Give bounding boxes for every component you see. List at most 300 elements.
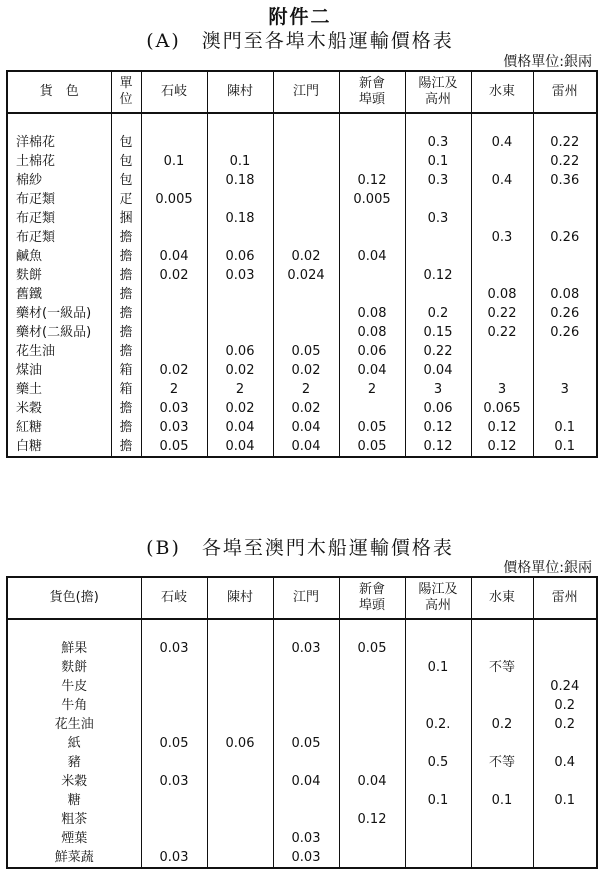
- price-cell: 0.02: [207, 361, 273, 380]
- price-cell: 0.06: [207, 247, 273, 266]
- header-port: 水東: [471, 577, 533, 619]
- price-cell: [533, 829, 597, 848]
- price-cell: 0.22: [533, 152, 597, 171]
- unit-cell: 擔: [111, 399, 141, 418]
- price-cell: 0.18: [207, 171, 273, 190]
- unit-cell: 包: [111, 152, 141, 171]
- price-cell: 0.26: [533, 228, 597, 247]
- table-row: [7, 171, 597, 190]
- price-cell: 0.08: [339, 304, 405, 323]
- price-cell: 不等: [471, 658, 533, 677]
- price-cell: [339, 677, 405, 696]
- price-cell: [141, 696, 207, 715]
- table-row: [7, 791, 597, 810]
- header-port: 石岐: [141, 71, 207, 113]
- price-cell: [533, 266, 597, 285]
- header-goods: 貨色(擔): [7, 577, 141, 619]
- goods-cell: 麩餅: [7, 658, 141, 677]
- price-cell: 0.26: [533, 304, 597, 323]
- table-row: [7, 152, 597, 171]
- table-row: [7, 361, 597, 380]
- price-cell: 0.1: [471, 791, 533, 810]
- table-row: [7, 437, 597, 457]
- price-cell: [273, 696, 339, 715]
- goods-cell: 鮮菜蔬: [7, 848, 141, 868]
- price-cell: [207, 190, 273, 209]
- goods-cell: 煙葉: [7, 829, 141, 848]
- table-b-header-row: [7, 577, 597, 619]
- price-cell: [207, 772, 273, 791]
- price-cell: [339, 734, 405, 753]
- price-cell: [339, 848, 405, 868]
- price-cell: [207, 753, 273, 772]
- goods-cell: 紅糖: [7, 418, 111, 437]
- price-cell: 0.4: [533, 753, 597, 772]
- goods-cell: 白糖: [7, 437, 111, 457]
- price-cell: [141, 658, 207, 677]
- table-row: [7, 639, 597, 658]
- price-cell: [339, 696, 405, 715]
- price-cell: 0.12: [405, 418, 471, 437]
- price-cell: [141, 791, 207, 810]
- price-cell: 0.024: [273, 266, 339, 285]
- table-row: [7, 209, 597, 228]
- unit-cell: 包: [111, 171, 141, 190]
- price-cell: [339, 399, 405, 418]
- price-cell: [207, 658, 273, 677]
- price-cell: [207, 696, 273, 715]
- table-row: [7, 190, 597, 209]
- price-cell: [273, 323, 339, 342]
- price-cell: 0.03: [273, 829, 339, 848]
- unit-cell: 擔: [111, 323, 141, 342]
- price-cell: [273, 791, 339, 810]
- price-cell: [141, 171, 207, 190]
- header-port: 新會埠頭: [339, 577, 405, 619]
- price-cell: 0.04: [207, 437, 273, 457]
- table-a-header-row: [7, 71, 597, 113]
- price-cell: [141, 285, 207, 304]
- price-cell: [273, 753, 339, 772]
- header-goods: 貨 色: [7, 71, 111, 113]
- goods-cell: 鹹魚: [7, 247, 111, 266]
- header-port: 雷州: [533, 577, 597, 619]
- goods-cell: 棉紗: [7, 171, 111, 190]
- table-row: [7, 715, 597, 734]
- unit-cell: 捆: [111, 209, 141, 228]
- price-cell: 0.1: [533, 437, 597, 457]
- price-cell: 2: [273, 380, 339, 399]
- table-row: [7, 399, 597, 418]
- price-cell: 0.1: [141, 152, 207, 171]
- price-cell: 0.02: [273, 361, 339, 380]
- unit-cell: 擔: [111, 285, 141, 304]
- price-cell: 0.1: [405, 152, 471, 171]
- price-cell: 0.1: [533, 418, 597, 437]
- document-title: 附件二: [268, 6, 332, 28]
- price-cell: 0.005: [339, 190, 405, 209]
- price-cell: [405, 247, 471, 266]
- header-port: 陳村: [207, 71, 273, 113]
- price-cell: [207, 304, 273, 323]
- price-cell: [207, 829, 273, 848]
- header-port: 雷州: [533, 71, 597, 113]
- price-cell: 0.03: [207, 266, 273, 285]
- price-cell: 0.3: [471, 228, 533, 247]
- price-cell: [339, 658, 405, 677]
- table-a-title: (A) 澳門至各埠木船運輸價格表: [146, 30, 454, 52]
- header-port: 水東: [471, 71, 533, 113]
- price-cell: 0.06: [405, 399, 471, 418]
- unit-cell: 疋: [111, 190, 141, 209]
- price-cell: [533, 734, 597, 753]
- price-cell: 0.2.: [405, 715, 471, 734]
- price-cell: [471, 772, 533, 791]
- price-cell: 0.3: [405, 209, 471, 228]
- price-cell: [471, 190, 533, 209]
- price-cell: 0.04: [273, 418, 339, 437]
- price-cell: [405, 734, 471, 753]
- table-row: [7, 418, 597, 437]
- price-cell: [207, 639, 273, 658]
- price-cell: 0.12: [339, 810, 405, 829]
- price-cell: [339, 133, 405, 152]
- price-cell: 0.3: [405, 133, 471, 152]
- price-cell: 2: [207, 380, 273, 399]
- price-cell: 0.03: [141, 848, 207, 868]
- price-cell: [405, 829, 471, 848]
- goods-cell: 豬: [7, 753, 141, 772]
- price-cell: 0.04: [405, 361, 471, 380]
- goods-cell: 粗茶: [7, 810, 141, 829]
- price-cell: [405, 677, 471, 696]
- goods-cell: 藥材(二級品): [7, 323, 111, 342]
- price-cell: [405, 772, 471, 791]
- unit-cell: 擔: [111, 418, 141, 437]
- price-cell: [207, 715, 273, 734]
- price-cell: 0.12: [471, 418, 533, 437]
- price-cell: 0.12: [405, 437, 471, 457]
- price-cell: [273, 810, 339, 829]
- price-cell: [533, 639, 597, 658]
- price-cell: [405, 190, 471, 209]
- price-cell: 0.03: [141, 418, 207, 437]
- price-cell: [141, 677, 207, 696]
- price-cell: 2: [339, 380, 405, 399]
- price-cell: [141, 209, 207, 228]
- price-cell: [273, 209, 339, 228]
- price-cell: 0.12: [405, 266, 471, 285]
- goods-cell: 紙: [7, 734, 141, 753]
- price-cell: [405, 639, 471, 658]
- price-cell: [141, 829, 207, 848]
- price-cell: [405, 848, 471, 868]
- price-cell: 0.04: [339, 772, 405, 791]
- price-cell: 0.03: [273, 848, 339, 868]
- price-cell: [339, 152, 405, 171]
- price-cell: [207, 810, 273, 829]
- table-row: [7, 696, 597, 715]
- price-cell: [533, 209, 597, 228]
- price-cell: 0.05: [141, 734, 207, 753]
- unit-cell: 包: [111, 133, 141, 152]
- price-cell: 0.05: [339, 437, 405, 457]
- price-cell: [207, 677, 273, 696]
- table-row: [7, 734, 597, 753]
- price-cell: [141, 228, 207, 247]
- price-cell: [207, 228, 273, 247]
- price-cell: [207, 791, 273, 810]
- price-cell: [533, 247, 597, 266]
- goods-cell: 花生油: [7, 715, 141, 734]
- price-cell: 0.02: [141, 266, 207, 285]
- price-cell: [273, 304, 339, 323]
- price-cell: [273, 171, 339, 190]
- price-cell: 0.22: [405, 342, 471, 361]
- price-cell: [533, 810, 597, 829]
- price-cell: 0.1: [207, 152, 273, 171]
- goods-cell: 藥土: [7, 380, 111, 399]
- price-cell: 0.04: [339, 247, 405, 266]
- price-cell: 0.06: [207, 342, 273, 361]
- price-cell: 0.1: [405, 658, 471, 677]
- header-unit: 單位: [111, 71, 141, 113]
- goods-cell: 糖: [7, 791, 141, 810]
- goods-cell: 布疋類: [7, 228, 111, 247]
- price-cell: 0.04: [273, 437, 339, 457]
- table-row: [7, 829, 597, 848]
- table-row: [7, 228, 597, 247]
- table-b: [6, 576, 598, 869]
- price-cell: [273, 133, 339, 152]
- price-cell: [339, 228, 405, 247]
- price-cell: [533, 848, 597, 868]
- price-cell: [141, 304, 207, 323]
- header-port: 石岐: [141, 577, 207, 619]
- price-cell: 0.04: [273, 772, 339, 791]
- price-cell: 0.12: [471, 437, 533, 457]
- price-cell: [471, 209, 533, 228]
- price-cell: [141, 342, 207, 361]
- price-cell: 不等: [471, 753, 533, 772]
- price-cell: 3: [405, 380, 471, 399]
- goods-cell: 藥材(一級品): [7, 304, 111, 323]
- price-cell: 0.06: [339, 342, 405, 361]
- price-cell: [339, 285, 405, 304]
- goods-cell: 米穀: [7, 772, 141, 791]
- price-cell: [533, 342, 597, 361]
- price-cell: 0.04: [339, 361, 405, 380]
- price-cell: [533, 399, 597, 418]
- price-cell: 0.15: [405, 323, 471, 342]
- price-cell: [471, 342, 533, 361]
- price-cell: 0.03: [141, 399, 207, 418]
- unit-cell: 擔: [111, 342, 141, 361]
- price-cell: [405, 285, 471, 304]
- price-cell: [273, 228, 339, 247]
- price-cell: 3: [533, 380, 597, 399]
- header-port: 陽江及高州: [405, 71, 471, 113]
- price-cell: 0.05: [273, 342, 339, 361]
- unit-cell: 擔: [111, 266, 141, 285]
- price-cell: 0.5: [405, 753, 471, 772]
- goods-cell: 布疋類: [7, 190, 111, 209]
- goods-cell: 牛角: [7, 696, 141, 715]
- table-row: [7, 810, 597, 829]
- table-row: [7, 658, 597, 677]
- price-cell: 0.24: [533, 677, 597, 696]
- price-cell: 0.1: [533, 791, 597, 810]
- price-cell: [471, 247, 533, 266]
- price-cell: [141, 715, 207, 734]
- table-row: [7, 753, 597, 772]
- unit-cell: 擔: [111, 304, 141, 323]
- price-cell: 0.3: [405, 171, 471, 190]
- price-cell: [471, 266, 533, 285]
- header-port: 新會埠頭: [339, 71, 405, 113]
- price-cell: [339, 209, 405, 228]
- price-cell: [471, 848, 533, 868]
- price-cell: 0.2: [533, 696, 597, 715]
- price-cell: 0.02: [273, 247, 339, 266]
- table-row: [7, 380, 597, 399]
- price-cell: 0.05: [339, 418, 405, 437]
- table-row: [7, 848, 597, 868]
- table-row: [7, 677, 597, 696]
- table-row: [7, 304, 597, 323]
- table-row: [7, 323, 597, 342]
- price-cell: [339, 753, 405, 772]
- price-cell: 0.04: [207, 418, 273, 437]
- price-cell: 0.18: [207, 209, 273, 228]
- price-cell: [471, 734, 533, 753]
- price-cell: 0.065: [471, 399, 533, 418]
- price-cell: 0.06: [207, 734, 273, 753]
- goods-cell: 麩餅: [7, 266, 111, 285]
- header-port: 陳村: [207, 577, 273, 619]
- price-cell: [273, 285, 339, 304]
- price-cell: [533, 658, 597, 677]
- goods-cell: 煤油: [7, 361, 111, 380]
- price-cell: 0.1: [405, 791, 471, 810]
- price-cell: [273, 677, 339, 696]
- price-cell: [273, 658, 339, 677]
- price-cell: [207, 133, 273, 152]
- price-cell: 0.005: [141, 190, 207, 209]
- price-cell: 0.02: [273, 399, 339, 418]
- price-cell: 0.02: [141, 361, 207, 380]
- price-cell: 3: [471, 380, 533, 399]
- price-cell: [405, 696, 471, 715]
- price-cell: 0.05: [273, 734, 339, 753]
- price-cell: 0.2: [471, 715, 533, 734]
- table-row: [7, 247, 597, 266]
- price-cell: 0.08: [339, 323, 405, 342]
- price-cell: [471, 677, 533, 696]
- price-cell: 0.05: [141, 437, 207, 457]
- price-cell: 0.36: [533, 171, 597, 190]
- price-cell: [141, 133, 207, 152]
- unit-cell: 箱: [111, 380, 141, 399]
- price-cell: [405, 810, 471, 829]
- goods-cell: 舊鐵: [7, 285, 111, 304]
- table-row: [7, 772, 597, 791]
- table-b-unit-note: 價格單位:銀兩: [503, 560, 592, 576]
- table-a-unit-note: 價格單位:銀兩: [503, 54, 592, 70]
- goods-cell: 米穀: [7, 399, 111, 418]
- header-port: 江門: [273, 71, 339, 113]
- price-cell: [273, 152, 339, 171]
- price-cell: 0.26: [533, 323, 597, 342]
- price-cell: [471, 152, 533, 171]
- price-cell: [339, 715, 405, 734]
- price-cell: 0.12: [339, 171, 405, 190]
- header-port: 陽江及高州: [405, 577, 471, 619]
- unit-cell: 箱: [111, 361, 141, 380]
- unit-cell: 擔: [111, 247, 141, 266]
- price-cell: [207, 848, 273, 868]
- price-cell: 0.03: [141, 772, 207, 791]
- price-cell: [533, 190, 597, 209]
- price-cell: [141, 810, 207, 829]
- price-cell: 0.02: [207, 399, 273, 418]
- price-cell: 0.22: [471, 304, 533, 323]
- header-port: 江門: [273, 577, 339, 619]
- price-cell: 0.04: [141, 247, 207, 266]
- price-cell: [339, 791, 405, 810]
- price-cell: 2: [141, 380, 207, 399]
- price-cell: [471, 361, 533, 380]
- price-cell: [273, 715, 339, 734]
- price-cell: [471, 696, 533, 715]
- price-cell: [471, 810, 533, 829]
- unit-cell: 擔: [111, 228, 141, 247]
- table-row: [7, 342, 597, 361]
- price-cell: 0.05: [339, 639, 405, 658]
- goods-cell: 牛皮: [7, 677, 141, 696]
- goods-cell: 土棉花: [7, 152, 111, 171]
- price-cell: 0.22: [533, 133, 597, 152]
- price-cell: [141, 323, 207, 342]
- price-cell: [533, 361, 597, 380]
- table-row: [7, 285, 597, 304]
- price-cell: 0.2: [533, 715, 597, 734]
- price-cell: [405, 228, 471, 247]
- goods-cell: 洋棉花: [7, 133, 111, 152]
- price-cell: 0.08: [533, 285, 597, 304]
- goods-cell: 布疋類: [7, 209, 111, 228]
- price-cell: 0.03: [141, 639, 207, 658]
- price-cell: [471, 639, 533, 658]
- price-cell: [141, 753, 207, 772]
- price-cell: [339, 829, 405, 848]
- goods-cell: 花生油: [7, 342, 111, 361]
- price-cell: [207, 285, 273, 304]
- price-cell: [471, 829, 533, 848]
- price-cell: [207, 323, 273, 342]
- price-cell: 0.4: [471, 133, 533, 152]
- table-row: [7, 266, 597, 285]
- table-row: [7, 133, 597, 152]
- price-cell: [533, 772, 597, 791]
- price-cell: 0.22: [471, 323, 533, 342]
- price-cell: 0.03: [273, 639, 339, 658]
- table-b-title: (B) 各埠至澳門木船運輸價格表: [146, 537, 454, 559]
- goods-cell: 鮮果: [7, 639, 141, 658]
- price-cell: [273, 190, 339, 209]
- table-a: [6, 70, 598, 458]
- price-cell: 0.08: [471, 285, 533, 304]
